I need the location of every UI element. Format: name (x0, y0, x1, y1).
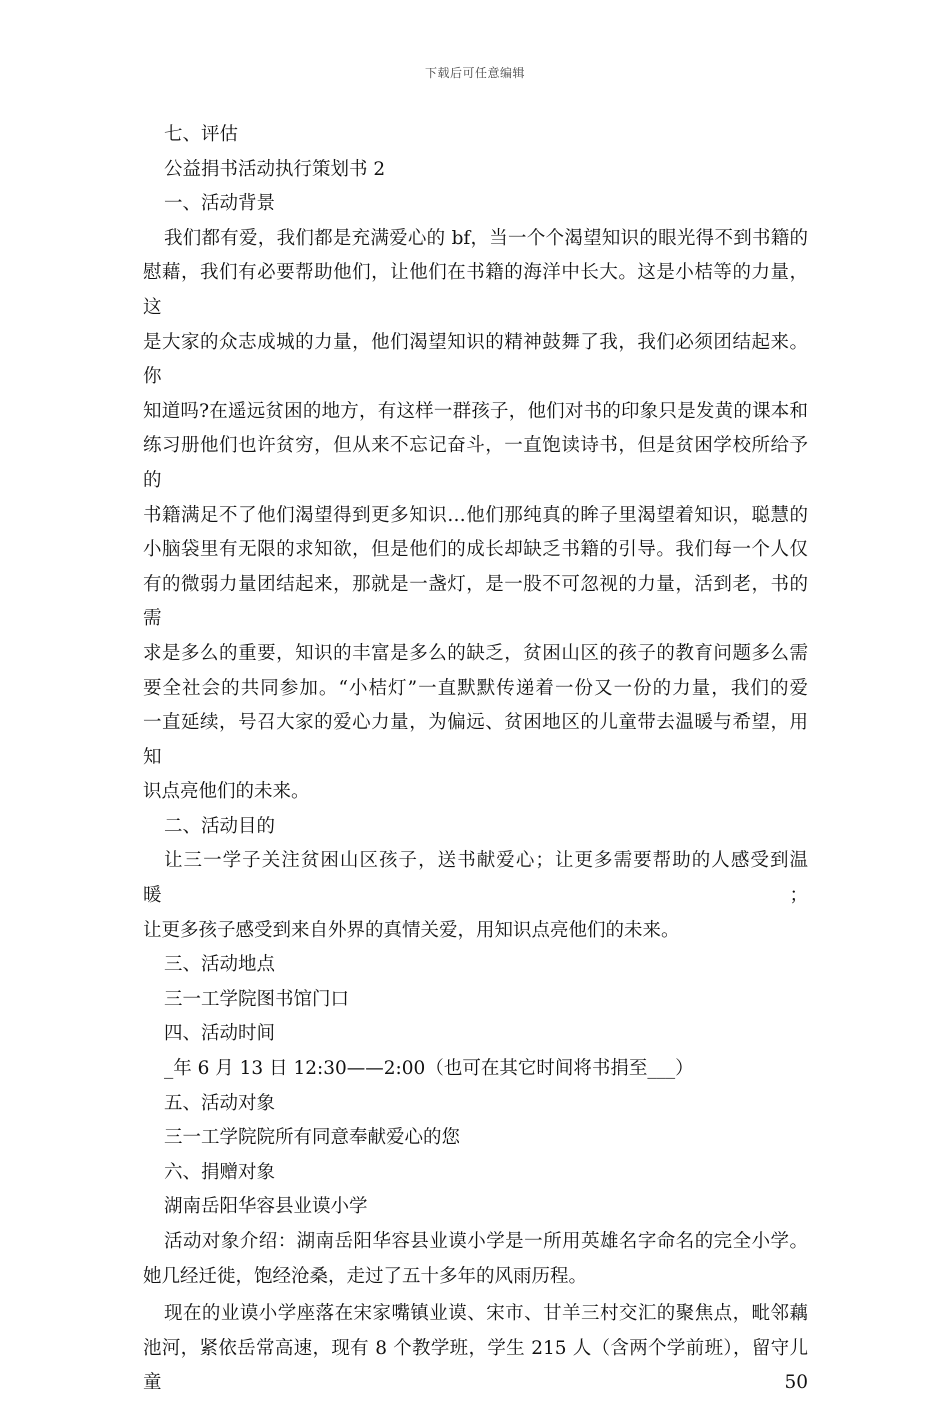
text-line: 我们都有爱，我们都是充满爱心的 bf，当一个个渴望知识的眼光得不到书籍的 (164, 227, 808, 249)
text-line: 让三一学子关注贫困山区孩子，送书献爱心；让更多需要帮助的人感受到温暖； (143, 850, 808, 907)
text-line: 识点亮他们的未来。 (143, 781, 310, 803)
text-line: 小脑袋里有无限的求知欲，但是他们的成长却缺乏书籍的引导。我们每一个人仅 (143, 539, 808, 561)
text-line: 要全社会的共同参加。“小桔灯”一直默默传递着一份又一份的力量，我们的爱 (143, 677, 808, 699)
text-line: 让更多孩子感受到来自外界的真情关爱，用知识点亮他们的未来。 (143, 919, 680, 941)
text-line: 知道吗?在遥远贫困的地方，有这样一群孩子，他们对书的印象只是发黄的课本和 (143, 400, 808, 422)
text-line: 七、评估 (164, 124, 239, 145)
section-heading-location (143, 948, 808, 983)
text-line: 活动对象介绍：湖南岳阳华容县业谟小学是一所用英雄名字命名的完全小学。 (164, 1231, 808, 1252)
paragraph-purpose (143, 844, 808, 948)
section-heading-background (143, 187, 808, 222)
text-line: _年 6 月 13 日 12:30——2:00（也可在其它时间将书捐至___） (164, 1058, 694, 1080)
paragraph-school-info (143, 1297, 808, 1401)
paragraph-recipient-intro (143, 1225, 808, 1294)
text-line: 五、活动对象 (164, 1092, 276, 1114)
text-line: 求是多么的重要，知识的丰富是多么的缺乏，贫困山区的孩子的教育问题多么需 (143, 642, 808, 664)
text-line: 有的微弱力量团结起来，那就是一盏灯，是一股不可忽视的力量，活到老，书的需 (143, 573, 808, 630)
paragraph-background (143, 222, 808, 810)
text-line: 二、活动目的 (164, 815, 276, 837)
text-line: 一、活动背景 (164, 193, 276, 215)
page-header: 下载后可任意编辑 (424, 66, 525, 80)
text-line: 她几经迁徙，饱经沧桑，走过了五十多年的风雨历程。 (143, 1265, 588, 1287)
text-line: 三一工学院图书馆门口 (164, 988, 350, 1010)
text-line: 湖南岳阳华容县业谟小学 (164, 1196, 368, 1218)
paragraph-recipient (143, 1190, 808, 1225)
text-line: 三一工学院院所有同意奉献爱心的您 (164, 1127, 461, 1149)
section-heading-purpose (143, 810, 808, 845)
section-heading-recipient (143, 1156, 808, 1191)
section-heading-participants (143, 1087, 808, 1122)
paragraph-location (143, 983, 808, 1018)
document-subtitle (143, 153, 808, 188)
paragraph-participants (143, 1121, 808, 1156)
paragraph-time (143, 1052, 808, 1087)
document-body (143, 118, 808, 1401)
text-line: 书籍满足不了他们渴望得到更多知识…他们那纯真的眸子里渴望着知识，聪慧的 (143, 504, 808, 526)
text-line: 一直延续，号召大家的爱心力量，为偏远、贫困地区的儿童带去温暖与希望，用知 (143, 712, 808, 768)
text-line: 练习册他们也许贫穷，但从来不忘记奋斗，一直饱读诗书，但是贫困学校所给予的 (143, 435, 808, 491)
text-line: 六、捐赠对象 (164, 1161, 276, 1183)
text-line: 是大家的众志成城的力量，他们渴望知识的精神鼓舞了我，我们必须团结起来。你 (143, 331, 808, 388)
text-line: 池河，紧依岳常高速，现有 8 个教学班，学生 215 人（含两个学前班），留守儿童 50 (143, 1337, 808, 1394)
text-line: 公益捐书活动执行策划书 2 (164, 158, 386, 180)
text-line: 现在的业谟小学座落在宋家嘴镇业谟、宋市、甘羊三村交汇的聚焦点，毗邻藕 (164, 1303, 808, 1325)
text-line: 慰藉，我们有必要帮助他们，让他们在书籍的海洋中长大。这是小桔等的力量，这 (143, 262, 808, 318)
text-line: 四、活动时间 (164, 1023, 276, 1045)
text-line: 三、活动地点 (164, 954, 276, 976)
section-heading-time (143, 1017, 808, 1052)
section-heading-evaluation (143, 118, 808, 153)
